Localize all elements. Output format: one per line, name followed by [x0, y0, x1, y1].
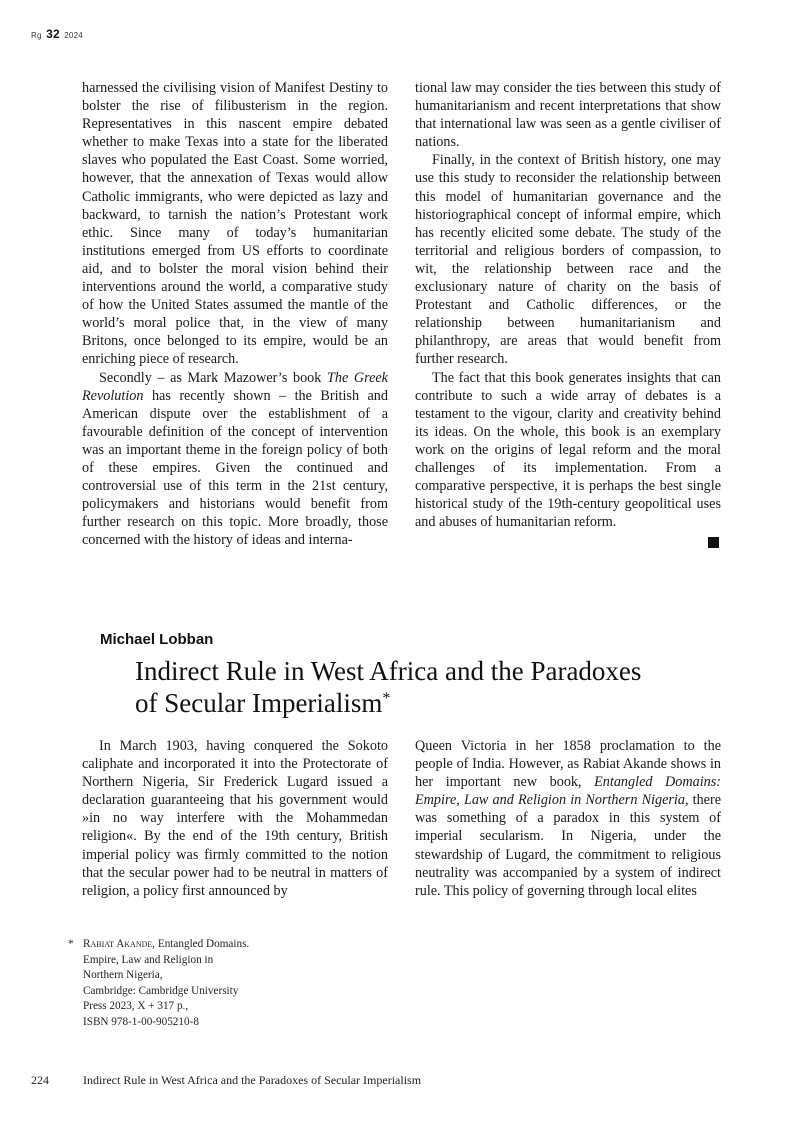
reviewed-book-author: Rabiat Akande — [83, 938, 153, 950]
review-left-column — [82, 737, 388, 900]
journal-abbrev: Rg — [31, 31, 42, 40]
journal-year: 2024 — [64, 31, 83, 40]
running-title: Indirect Rule in West Africa and the Paradoxes of Secular Imperialism — [83, 1073, 422, 1087]
review-title — [135, 655, 735, 719]
page-number: 224 — [31, 1073, 49, 1087]
previous-review-left-column — [82, 79, 388, 549]
footnote-line: Press 2023, X + 317 p., — [83, 1000, 189, 1013]
footnote-asterisk: * — [68, 938, 74, 950]
journal-header — [31, 27, 83, 41]
footnote-line: Empire, Law and Religion in — [83, 953, 214, 966]
review-title-line: Indirect Rule in West Africa and the Paradoxes — [135, 656, 642, 686]
end-of-article-square-icon — [708, 537, 719, 548]
previous-review-right-column — [415, 79, 721, 531]
journal-volume: 32 — [46, 27, 60, 41]
body-paragraph: Finally, in the context of British history, one may use this study to reconsider the relationship between this model of humanitarian governance and the historiographical concept of informal empire, which has recently elicited some debate. The study of the territorial and religious borders of compassion, to wit, the relationship between race and the exclusionary nature of charity on the basis of Protestant and Catholic differences, or the relationship between humanitarianism and philanthropy, are areas that would benefit from further research. — [415, 152, 721, 368]
body-paragraph: harnessed the civilising vision of Manifest Destiny to bolster the rise of filibusterism in the region. Representatives in this nascent empire debated whether to make Texas into a state for the liberated slaves who populated the East Coast. Some worried, however, that the annexation of Texas would allow Catholic immigrants, who were depicted as lazy and backward, to tarnish the nation’s Protestant work ethic. Since many of today’s humanitarian institutions emerged from US efforts to coordinate aid, and to bolster the moral vision behind their interventions around the world, a comparative study of how the United States assumed the mantle of the world’s moral police that, in the view of many Britons, once belonged to its empire, would be an enriching piece of research. — [82, 80, 388, 368]
book-title-italic: Entangled Domains: Empire, Law and Religion in Northern Nigeria — [415, 774, 721, 809]
footnote-line: Rabiat Akande, Entangled Domains. — [83, 938, 250, 950]
body-paragraph: The fact that this book generates insights that can contribute to such a wide array of debates is a testament to the vigour, clarity and creativity behind its ideas. On the whole, this book is an exemplary work on the origins of legal reform and the moral challenges of its implementation. From a comparative perspective, it is perhaps the best single historical study of the 19th-century geopolitical uses and abuses of humanitarian reform. — [415, 369, 721, 531]
review-title-line: of Secular Imperialism* — [135, 688, 391, 718]
page-footer — [31, 1073, 421, 1088]
review-right-column — [415, 737, 721, 900]
book-title-italic: The Greek Revolution — [82, 369, 388, 404]
footnote-line: ISBN 978-1-00-905210-8 — [83, 1015, 199, 1028]
footnote-reference-asterisk: * — [382, 690, 391, 707]
body-paragraph: tional law may consider the ties between this study of humanitarianism and recent interpretations that show that international law was seen as a gentle civiliser of nations. — [415, 80, 721, 151]
body-paragraph: In March 1903, having conquered the Sokoto caliphate and incorporated it into the Protectorate of Northern Nigeria, Sir Frederick Lugard issued a declaration guaranteeing that his government would »in no way interfere with the Mohammedan religion«. By the end of the 19th century, British imperial policy was firmly committed to the notion that the secular power had to be neutral in matters of religion, a policy first announced by — [82, 738, 388, 899]
body-paragraph: Queen Victoria in her 1858 proclamation to the people of India. However, as Rabiat Akande shows in her important new book, Entangled Domains: Empire, Law and Religion in Northern Nigeria, there was something of a paradox in this system of imperial secularism. In Nigeria, under the stewardship of Lugard, the commitment to religious neutrality was accompanied by a system of indirect rule. This policy of governing through local elites — [415, 738, 721, 899]
review-author: Michael Lobban — [100, 631, 214, 648]
bibliographic-footnote — [68, 937, 249, 1031]
footnote-line: Northern Nigeria, — [83, 969, 163, 982]
footnote-line: Cambridge: Cambridge University — [83, 984, 239, 997]
body-paragraph: Secondly – as Mark Mazower’s book The Greek Revolution has recently shown – the British and American dispute over the establishment of a favourable definition of the concept of intervention was an important theme in the foreign policy of both of these empires. Given the continued and controversial use of this term in the 21st century, policymakers and historians would benefit from further research on this topic. More broadly, those concerned with the history of ideas and interna- — [82, 369, 388, 549]
